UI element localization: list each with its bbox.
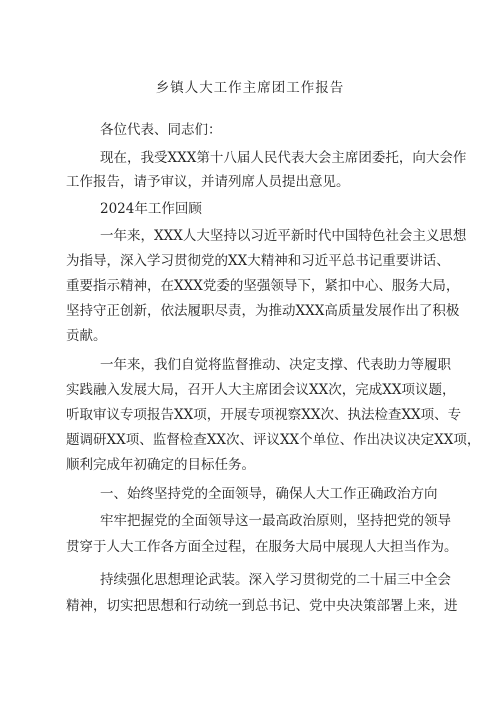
paragraph-line: 坚持守正创新，依法履职尽责，为推动XXX高质量发展作出了积极 [66,303,460,319]
paragraph-line: 重要指示精神，在XXX党委的坚强领导下，紧扣中心、服务大局， [66,278,460,294]
paragraph-line: 现在，我受XXX第十八届人民代表大会主席团委托，向大会作 [100,150,467,166]
paragraph-line: 精神，切实把思想和行动统一到总书记、党中央决策部署上来，进 [66,598,458,614]
paragraph-line: 贯穿于人大工作各方面全过程，在服务大局中展现人大担当作为。 [66,539,458,555]
section-heading: 2024年工作回顾 [100,201,202,217]
paragraph-line: 贡献。 [66,328,107,344]
document-title: 乡镇人大工作主席团工作报告 [155,80,345,96]
paragraph-line: 为指导，深入学习贯彻党的XX大精神和习近平总书记重要讲话、 [66,253,450,269]
paragraph-line: 题调研XX项、监督检查XX次、评议XX个单位、作出决议决定XX项， [66,432,481,448]
section-heading: 一、始终坚持党的全面领导，确保人大工作正确政治方向 [100,486,438,502]
paragraph-line: 听取审议专项报告XX项，开展专项视察XX次、执法检查XX项、专 [66,407,462,423]
paragraph-line: 工作报告，请予审议，并请列席人员提出意见。 [66,174,350,190]
paragraph-line: 实践融入发展大局，召开人大主席团会议XX次，完成XX项议题， [66,382,456,398]
paragraph-line: 顺利完成年初确定的目标任务。 [66,457,255,473]
paragraph-line: 一年来，XXX人大坚持以习近平新时代中国特色社会主义思想 [100,228,467,244]
salutation: 各位代表、同志们： [100,122,222,138]
paragraph-line: 牢牢把握党的全面领导这一最高政治原则，坚持把党的领导 [100,513,451,529]
paragraph-line: 一年来，我们自觉将监督推动、决定支撑、代表助力等履职 [100,357,451,373]
paragraph-line: 持续强化思想理论武装。深入学习贯彻党的二十届三中全会 [100,572,451,588]
